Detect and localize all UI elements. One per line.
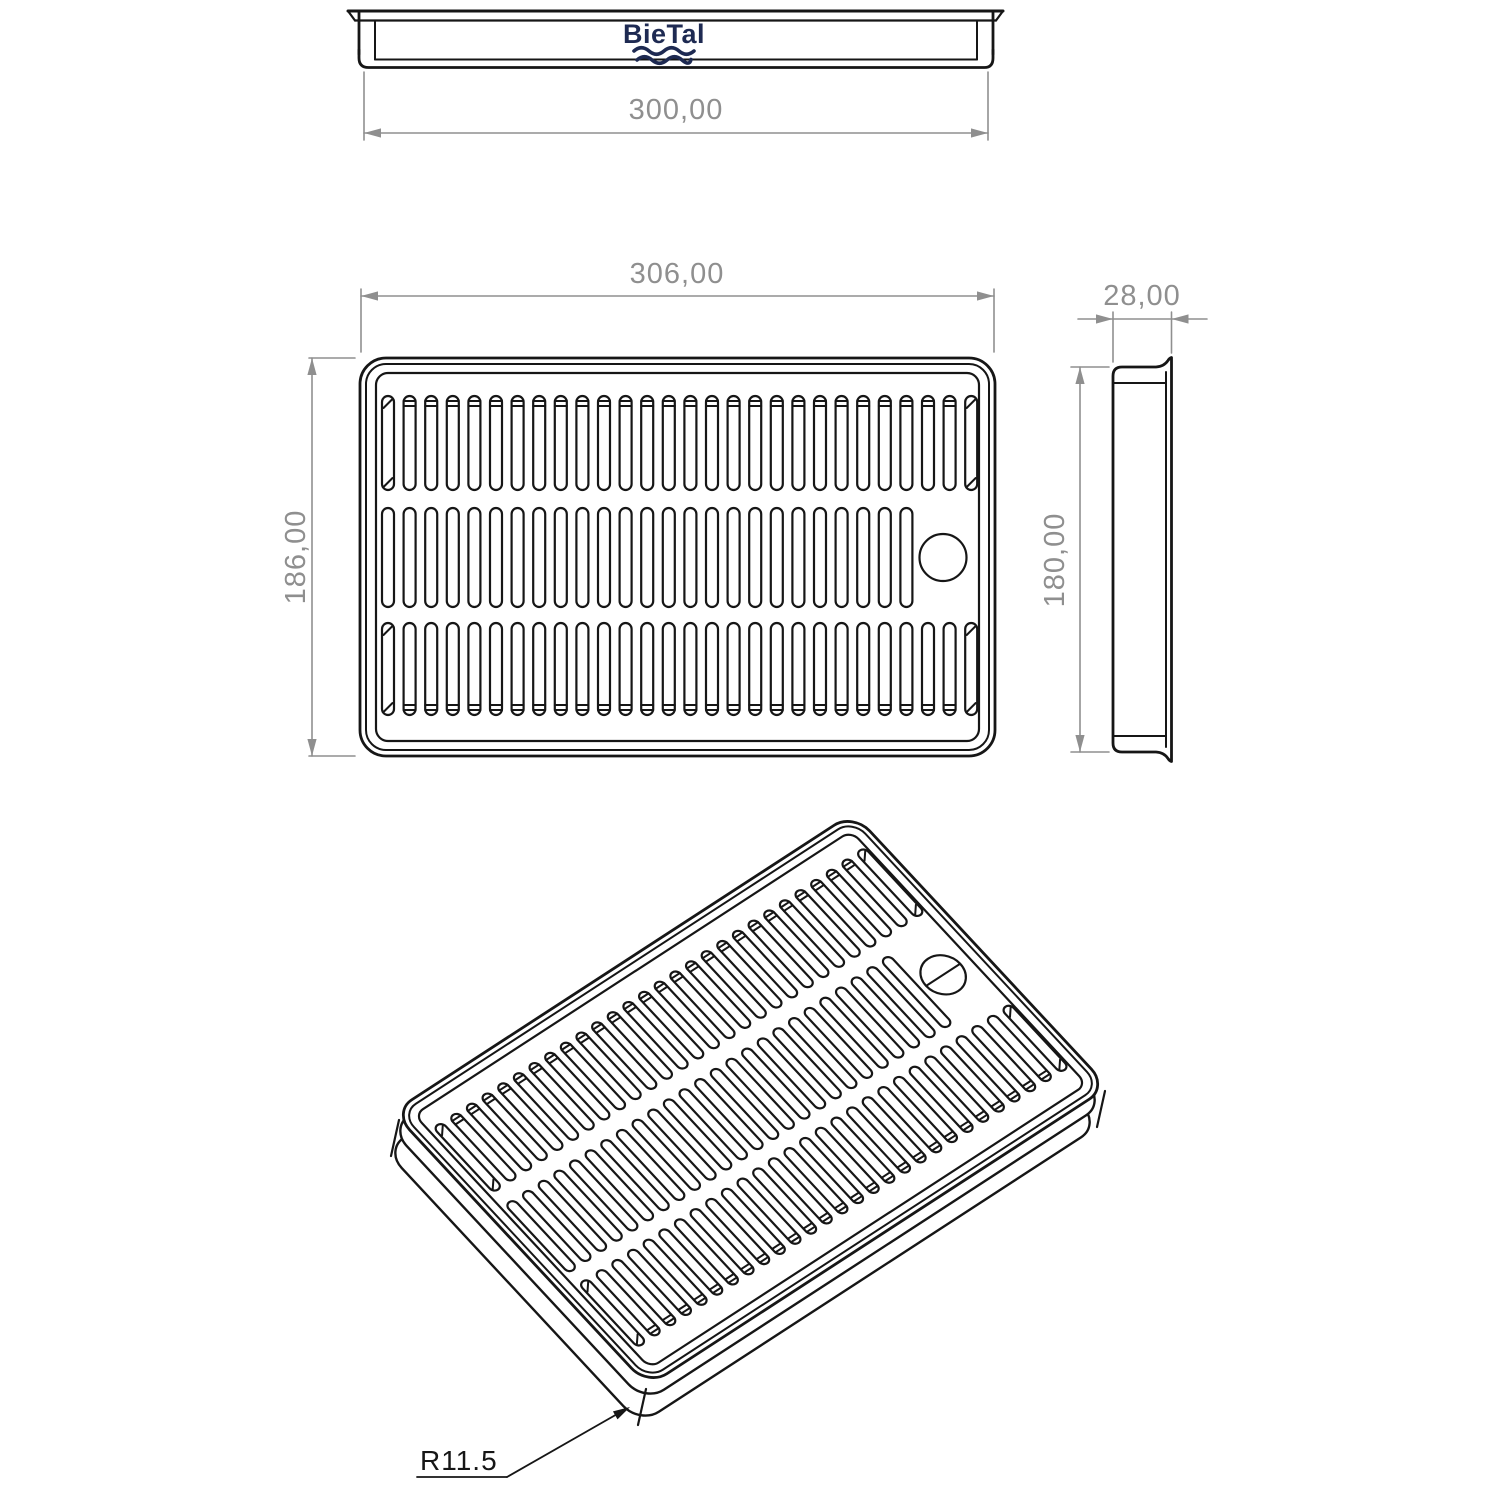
dimension-side-width <box>1078 312 1207 362</box>
dim-side-width-label: 28,00 <box>1103 280 1181 312</box>
logo-wave-icon <box>634 48 694 64</box>
dimension-side-height <box>1071 367 1109 752</box>
side-view <box>1113 358 1172 762</box>
dim-plan-width-label: 306,00 <box>629 258 725 290</box>
dimension-plan-width <box>361 289 994 352</box>
logo-text: BieTal <box>622 19 706 49</box>
dim-side-height-label: 180,00 <box>1039 512 1071 608</box>
dimension-plan-height <box>307 358 355 756</box>
radius-callout-label: R11.5 <box>420 1445 498 1476</box>
plan-view <box>360 358 995 756</box>
isometric-view <box>393 813 1108 1386</box>
dim-front-width-label: 300,00 <box>628 94 724 126</box>
dim-plan-height-label: 186,00 <box>280 509 312 605</box>
